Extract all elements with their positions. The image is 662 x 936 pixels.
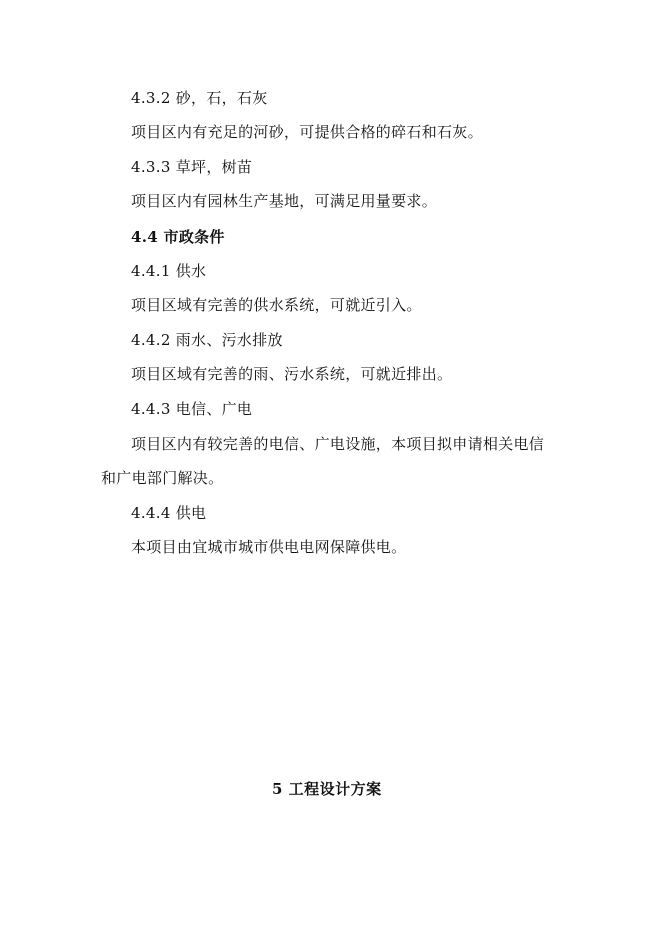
subsection-heading-4-4-1: 4.4.1 供水 [131,262,207,280]
subsection-heading-4-4-4: 4.4.4 供电 [131,504,207,522]
paragraph-power-supply: 本项目由宜城市城市供电电网保障供电。 [131,538,407,556]
paragraph-drainage: 项目区域有完善的雨、污水系统，可就近排出。 [131,365,453,383]
subsection-heading-4-3-2: 4.3.2 砂，石，石灰 [131,89,268,107]
paragraph-lawn-seedlings: 项目区内有园林生产基地，可满足用量要求。 [131,192,438,210]
paragraph-water-supply: 项目区域有完善的供水系统，可就近引入。 [131,296,422,314]
section-heading-4-4: 4.4 市政条件 [131,228,225,246]
paragraph-telecom-line-2: 和广电部门解决。 [101,469,224,487]
subsection-heading-4-4-2: 4.4.2 雨水、污水排放 [131,331,283,349]
subsection-heading-4-3-3: 4.3.3 草坪，树苗 [131,158,253,176]
paragraph-telecom-line-1: 项目区内有较完善的电信、广电设施，本项目拟申请相关电信 [131,435,545,453]
subsection-heading-4-4-3: 4.4.3 电信、广电 [131,400,253,418]
paragraph-sand-stone: 项目区内有充足的河砂，可提供合格的碎石和石灰。 [131,123,483,141]
chapter-title-5: 5 工程设计方案 [272,780,382,798]
